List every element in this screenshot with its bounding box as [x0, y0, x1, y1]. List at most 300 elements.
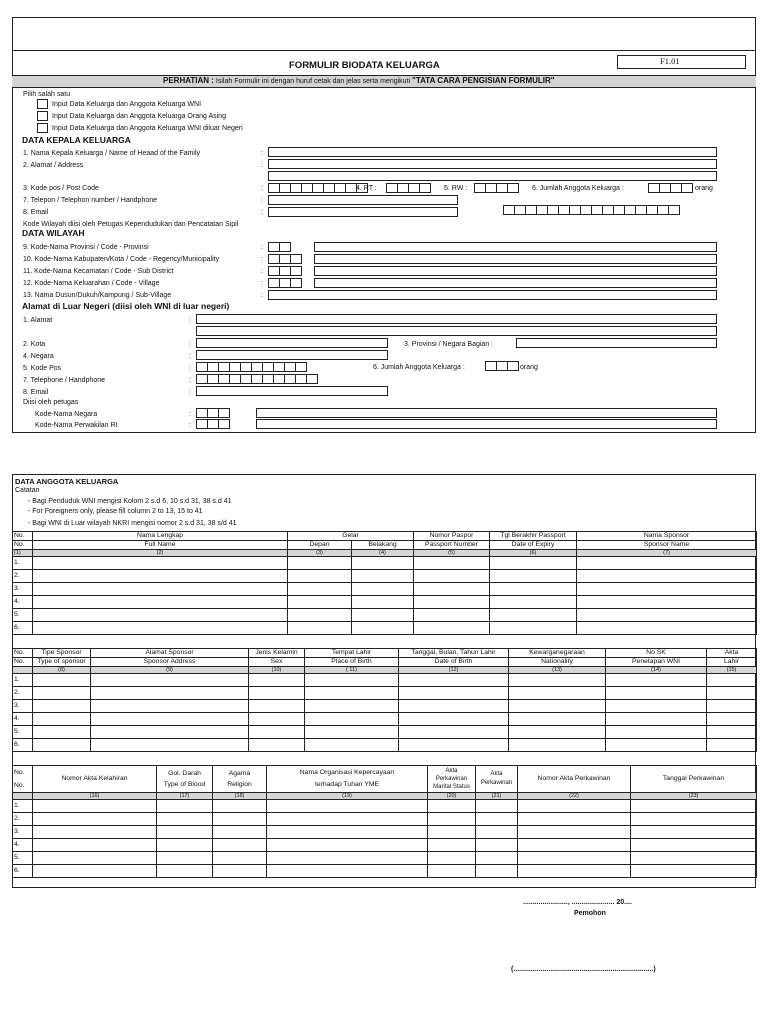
kepala-address-field-2[interactable]: [268, 171, 717, 181]
luar-city-label: 2. Kota: [23, 341, 46, 348]
luar-address-field-1[interactable]: [196, 314, 717, 324]
colon: :: [261, 150, 263, 157]
option-wni-checkbox[interactable]: [37, 99, 48, 109]
kepala-rt-cells[interactable]: [386, 183, 430, 193]
table-cell[interactable]: [157, 852, 213, 865]
t2-no-header-2: No.: [13, 658, 33, 667]
table-cell[interactable]: [606, 687, 707, 700]
table-cell[interactable]: [91, 674, 249, 687]
anggota-heading: DATA ANGGOTA KELUARGA: [15, 477, 119, 486]
table-cell[interactable]: [399, 687, 509, 700]
table-cell[interactable]: [288, 622, 352, 635]
table-cell[interactable]: [577, 622, 757, 635]
footer-date: ......................., ...................... 20....: [523, 899, 632, 906]
table-row: [13, 813, 757, 826]
t3-org-text-2: terhadap Tuhan YME: [314, 781, 380, 788]
form-code-box: [617, 55, 746, 69]
t3-religion-text-en: Religion: [227, 781, 252, 788]
luar-province-field[interactable]: [516, 338, 717, 348]
t3-marriage-cert-text-2: Perkawinan: [480, 780, 513, 786]
table-row: [13, 596, 757, 609]
table-cell[interactable]: [33, 557, 288, 570]
table-cell[interactable]: [490, 583, 577, 596]
table-cell[interactable]: [490, 609, 577, 622]
wilayah-kelurahan-code[interactable]: [268, 278, 301, 288]
kepala-email-field[interactable]: [268, 207, 458, 217]
table-cell[interactable]: [428, 826, 476, 839]
table-cell[interactable]: [91, 687, 249, 700]
t3-marriage-cert-header: [476, 766, 518, 793]
table-cell[interactable]: [490, 570, 577, 583]
table-cell[interactable]: [288, 583, 352, 596]
petugas-label: Diisi oleh petugas: [23, 399, 79, 406]
table-cell[interactable]: [33, 687, 91, 700]
table-cell[interactable]: [428, 852, 476, 865]
table-row: [13, 609, 757, 622]
option-luar-negeri-checkbox[interactable]: [37, 123, 48, 133]
table-cell[interactable]: [91, 700, 249, 713]
table-cell[interactable]: [606, 700, 707, 713]
table-row: [13, 852, 757, 865]
kepala-phone-field[interactable]: [268, 195, 458, 205]
table-cell[interactable]: [509, 713, 606, 726]
table-cell[interactable]: [305, 739, 399, 752]
table-cell[interactable]: [428, 813, 476, 826]
table-cell[interactable]: [399, 739, 509, 752]
t1-belakang-header: Belakang: [352, 541, 414, 550]
table-cell[interactable]: [352, 583, 414, 596]
kepala-name-label: 1. Nama Kepala Keluarga / Name of Heaad of the Family: [23, 150, 201, 157]
t1-passport-header-en: Passport Number: [414, 541, 490, 550]
row-number: 1.: [13, 800, 33, 813]
t1-no-header: No.: [13, 532, 33, 541]
table-cell[interactable]: [288, 557, 352, 570]
t3-no-text: No.: [14, 769, 25, 776]
table-cell[interactable]: [352, 622, 414, 635]
option-asing-checkbox[interactable]: [37, 111, 48, 121]
t3-marital-text: Akta: [445, 768, 458, 774]
table-cell[interactable]: [33, 713, 91, 726]
table-cell[interactable]: [490, 596, 577, 609]
colon: :: [261, 185, 263, 192]
table-row: [13, 583, 757, 596]
t2-sk-header-2: Penetapan WNI: [606, 658, 707, 667]
table-cell[interactable]: [577, 583, 757, 596]
table-cell[interactable]: [33, 570, 288, 583]
wilayah-provinsi-label: 9. Kode-Nama Provinsi / Code - Provinsi: [23, 244, 149, 251]
table-cell[interactable]: [606, 674, 707, 687]
table-cell[interactable]: [157, 826, 213, 839]
table-cell[interactable]: [352, 557, 414, 570]
table-cell[interactable]: [157, 839, 213, 852]
t2-type-header: Tipe Sponsor: [33, 649, 91, 658]
row-number: 6.: [13, 622, 33, 635]
row-number: 5.: [13, 852, 33, 865]
luar-embassy-name-field[interactable]: [256, 419, 717, 429]
t2-col-num: (10): [249, 667, 305, 674]
row-number: 4.: [13, 839, 33, 852]
table-cell[interactable]: [33, 583, 288, 596]
table-cell[interactable]: [509, 700, 606, 713]
t2-sex-header-en: Sex: [249, 658, 305, 667]
table-cell[interactable]: [157, 800, 213, 813]
notice-text: Isilah Formulir ini dengan huruf cetak dan jelas serta mengikuti: [215, 78, 411, 85]
table-cell[interactable]: [157, 813, 213, 826]
table-cell[interactable]: [577, 609, 757, 622]
t2-col-num: (12): [399, 667, 509, 674]
table-cell[interactable]: [707, 700, 757, 713]
table-cell[interactable]: [33, 622, 288, 635]
t2-sex-header: Jenis Kelamin: [249, 649, 305, 658]
kepala-members-cells[interactable]: [648, 183, 692, 193]
table-cell[interactable]: [249, 674, 305, 687]
choose-label: Pilih salah satu: [23, 91, 71, 98]
t1-name-header-en: Full Name: [33, 541, 288, 550]
table-cell[interactable]: [267, 865, 428, 878]
t1-sponsor-header-en: Sponsor Name: [577, 541, 757, 550]
table-cell[interactable]: [414, 583, 490, 596]
table-cell[interactable]: [509, 674, 606, 687]
table-cell[interactable]: [518, 839, 631, 852]
table-cell[interactable]: [399, 726, 509, 739]
top-divider: [12, 50, 756, 51]
table-row: [13, 800, 757, 813]
t2-akta-header: Akta: [707, 649, 757, 658]
table-cell[interactable]: [157, 865, 213, 878]
t3-col-num: (19): [267, 793, 428, 800]
table-cell[interactable]: [249, 687, 305, 700]
wilayah-dusun-field[interactable]: [268, 290, 717, 300]
row-number: 5.: [13, 726, 33, 739]
note-3: - Bagi WNI di Luar wilayah NKRI mengisi nomor 2 s.d 31, 38 s/d 41: [28, 520, 237, 527]
colon: :: [261, 292, 263, 299]
table-cell[interactable]: [249, 726, 305, 739]
table-cell[interactable]: [213, 800, 267, 813]
kepala-name-field[interactable]: [268, 147, 717, 157]
t3-no-text-2: No.: [14, 782, 25, 789]
kepala-members-unit: orang: [695, 185, 713, 192]
colon: :: [189, 377, 191, 384]
luar-email-field[interactable]: [196, 386, 388, 396]
colon: :: [261, 197, 263, 204]
table-cell[interactable]: [33, 826, 157, 839]
table-cell[interactable]: [33, 674, 91, 687]
t2-col-num: (13): [509, 667, 606, 674]
t1-depan-header: Depan: [288, 541, 352, 550]
table-cell[interactable]: [33, 609, 288, 622]
table-cell[interactable]: [305, 700, 399, 713]
table-cell[interactable]: [476, 826, 518, 839]
table-cell[interactable]: [267, 813, 428, 826]
colon: :: [261, 280, 263, 287]
t3-col-num: (20): [428, 793, 476, 800]
t2-address-header: Alamat Sponsor: [91, 649, 249, 658]
luar-province-label: 3. Provinsi / Negara Bagian :: [404, 341, 494, 348]
table-cell[interactable]: [33, 839, 157, 852]
table-cell[interactable]: [249, 739, 305, 752]
wilayah-provinsi-name[interactable]: [314, 242, 717, 252]
table-cell[interactable]: [476, 865, 518, 878]
luar-country-code-cells[interactable]: [196, 408, 229, 418]
kepala-email-label: 8. Email: [23, 209, 49, 216]
wilayah-kabupaten-code[interactable]: [268, 254, 301, 264]
table-cell[interactable]: [428, 865, 476, 878]
luar-phone-label: 7. Telephone / Handphone: [23, 377, 105, 384]
table-row: [13, 674, 757, 687]
luar-country-field[interactable]: [196, 350, 388, 360]
wilayah-kabupaten-label: 10. Kode-Nama Kabupaten/Kota / Code - Regency/Municipality: [23, 256, 220, 263]
table-cell[interactable]: [33, 852, 157, 865]
table-cell[interactable]: [707, 726, 757, 739]
table-cell[interactable]: [249, 713, 305, 726]
table-cell[interactable]: [707, 739, 757, 752]
t3-org-text: Nama Organisasi Kepercayaan: [299, 769, 395, 776]
t3-col-num: (17): [157, 793, 213, 800]
table-cell[interactable]: [631, 800, 757, 813]
t2-col-num: (9): [91, 667, 249, 674]
table-cell[interactable]: [490, 557, 577, 570]
table-cell[interactable]: [91, 739, 249, 752]
table-cell[interactable]: [707, 687, 757, 700]
table-cell[interactable]: [213, 865, 267, 878]
wilayah-kecamatan-name[interactable]: [314, 266, 717, 276]
table-cell[interactable]: [305, 674, 399, 687]
t2-col-num: [13, 667, 33, 674]
table-cell[interactable]: [509, 687, 606, 700]
table-cell[interactable]: [33, 800, 157, 813]
luar-embassy-code-cells[interactable]: [196, 419, 229, 429]
table-row: [13, 700, 757, 713]
wilayah-kecamatan-code[interactable]: [268, 266, 301, 276]
t2-col-num: ( 11): [305, 667, 399, 674]
table-cell[interactable]: [267, 839, 428, 852]
luar-members-label: 6. Jumlah Anggota Keluarga :: [373, 364, 465, 371]
luar-members-cells[interactable]: [485, 361, 518, 371]
luar-address-field-2[interactable]: [196, 326, 717, 336]
table-cell[interactable]: [213, 852, 267, 865]
table-cell[interactable]: [476, 839, 518, 852]
table-cell[interactable]: [414, 622, 490, 635]
table-cell[interactable]: [288, 596, 352, 609]
kepala-rw-cells[interactable]: [474, 183, 518, 193]
table-cell[interactable]: [631, 852, 757, 865]
table-cell[interactable]: [428, 800, 476, 813]
t3-col-num: [13, 793, 33, 800]
table-cell[interactable]: [518, 800, 631, 813]
table-cell[interactable]: [476, 852, 518, 865]
t1-expiry-header-en: Date of Expiry: [490, 541, 577, 550]
wilayah-dusun-label: 13. Nama Dusun/Dukuh/Kampung / Sub-Village: [23, 292, 172, 299]
table-cell[interactable]: [490, 622, 577, 635]
anggota-table-3: [12, 765, 757, 878]
table-cell[interactable]: [414, 570, 490, 583]
row-number: 5.: [13, 609, 33, 622]
luar-email-label: 8. Email: [23, 389, 49, 396]
wilayah-kelurahan-label: 12. Kode-Nama Keluarahan / Code - Village: [23, 280, 160, 287]
colon: :: [261, 256, 263, 263]
table-cell[interactable]: [267, 852, 428, 865]
table-cell[interactable]: [518, 826, 631, 839]
footer-pemohon: Pemohon: [574, 910, 606, 917]
table-cell[interactable]: [631, 813, 757, 826]
table-row: [13, 622, 757, 635]
table-cell[interactable]: [399, 674, 509, 687]
table-cell[interactable]: [267, 826, 428, 839]
luar-heading: Alamat di Luar Negeri (diisi oleh WNI di luar negeri): [22, 301, 230, 311]
t3-blood-header: [157, 766, 213, 793]
option-wni-label: Input Data Keluarga dan Anggota Keluarga WNI: [52, 101, 202, 108]
table-cell[interactable]: [577, 557, 757, 570]
colon: :: [189, 389, 191, 396]
t3-marriage-cert-text: Akta: [490, 771, 503, 777]
table-cell[interactable]: [414, 596, 490, 609]
table-cell[interactable]: [414, 609, 490, 622]
luar-phone-cells[interactable]: [196, 374, 317, 384]
table-cell[interactable]: [91, 713, 249, 726]
table-cell[interactable]: [606, 713, 707, 726]
row-number: 3.: [13, 700, 33, 713]
table-cell[interactable]: [428, 839, 476, 852]
table-cell[interactable]: [305, 713, 399, 726]
table-cell[interactable]: [707, 674, 757, 687]
table-row: [13, 726, 757, 739]
table-cell[interactable]: [288, 609, 352, 622]
option-luar-negeri-label: Input Data Keluarga dan Anggota Keluarga WNI diluar Negeri: [52, 125, 243, 132]
t1-col-num: (1): [13, 550, 33, 557]
table-cell[interactable]: [305, 687, 399, 700]
table-cell[interactable]: [509, 739, 606, 752]
t3-birthcert-header: Nomor Akta Kelahiran: [33, 766, 157, 793]
wilayah-kecamatan-label: 11. Kode-Nama Kecamatan / Code - Sub District: [23, 268, 174, 275]
luar-postcode-cells[interactable]: [196, 362, 306, 372]
row-number: 1.: [13, 674, 33, 687]
luar-members-unit: orang: [520, 364, 538, 371]
table-cell[interactable]: [577, 570, 757, 583]
t3-org-header: [267, 766, 428, 793]
table-cell[interactable]: [518, 813, 631, 826]
table-cell[interactable]: [631, 826, 757, 839]
t1-col-num: (3): [288, 550, 352, 557]
colon: :: [189, 353, 191, 360]
table-cell[interactable]: [33, 813, 157, 826]
table-cell[interactable]: [631, 839, 757, 852]
table-cell[interactable]: [606, 726, 707, 739]
table-cell[interactable]: [399, 700, 509, 713]
t1-sponsor-header: Nama Sponsor: [577, 532, 757, 541]
t3-col-num: (22): [518, 793, 631, 800]
kepala-phone-label: 7. Telepon / Telephon number / Handphone: [23, 197, 158, 204]
row-number: 2.: [13, 687, 33, 700]
table-cell[interactable]: [352, 596, 414, 609]
t1-rows: [13, 557, 757, 635]
t3-blood-text: Gol. Darah: [168, 770, 201, 777]
colon: :: [261, 268, 263, 275]
table-cell[interactable]: [305, 726, 399, 739]
note-2: - For Foreigners only, please fill column 2 to 13, 15 to 41: [28, 508, 203, 515]
table-cell[interactable]: [631, 865, 757, 878]
form-title: FORMULIR BIODATA KELUARGA: [289, 60, 440, 71]
colon: :: [189, 317, 191, 324]
table-cell[interactable]: [352, 570, 414, 583]
table-cell[interactable]: [213, 826, 267, 839]
row-number: 6.: [13, 739, 33, 752]
table-row: [13, 839, 757, 852]
kepala-address-field-1[interactable]: [268, 159, 717, 169]
colon: :: [189, 365, 191, 372]
kepala-extra-cells[interactable]: [503, 205, 679, 215]
table-cell[interactable]: [33, 700, 91, 713]
t1-gelar-header: Gelar: [288, 532, 414, 541]
table-cell[interactable]: [518, 865, 631, 878]
wilayah-kelurahan-name[interactable]: [314, 278, 717, 288]
table-cell[interactable]: [606, 739, 707, 752]
notice-emphasis: "TATA CARA PENGISIAN FORMULIR": [412, 76, 555, 85]
table-cell[interactable]: [509, 726, 606, 739]
table-cell[interactable]: [476, 813, 518, 826]
table-cell[interactable]: [707, 713, 757, 726]
t2-dob-header-en: Date of Birth: [399, 658, 509, 667]
table-cell[interactable]: [288, 570, 352, 583]
t3-blood-text-en: Type of Blood: [163, 781, 206, 788]
kepala-heading: DATA KEPALA KELUARGA: [22, 135, 131, 145]
t2-nationality-header: Kewarganegaraan: [509, 649, 606, 658]
anggota-table-1: [12, 531, 757, 635]
note-1: - Bagi Penduduk WNI mengisi Kolom 2 s.d 6, 10 s.d 31, 38 s.d 41: [28, 498, 232, 505]
t2-rows: [13, 674, 757, 752]
t2-col-num: (14): [606, 667, 707, 674]
table-cell[interactable]: [33, 726, 91, 739]
wilayah-kabupaten-name[interactable]: [314, 254, 717, 264]
table-cell[interactable]: [518, 852, 631, 865]
table-cell[interactable]: [33, 596, 288, 609]
table-cell[interactable]: [267, 800, 428, 813]
luar-country-name-field[interactable]: [256, 408, 717, 418]
table-row: [13, 570, 757, 583]
t2-pob-header-en: Place of Birth: [305, 658, 399, 667]
kepala-postcode-cells[interactable]: [268, 183, 367, 193]
table-cell[interactable]: [213, 813, 267, 826]
table-cell[interactable]: [399, 713, 509, 726]
t1-no-header-2: No.: [13, 541, 33, 550]
notice-label: PERHATIAN :: [163, 76, 214, 85]
luar-city-field[interactable]: [196, 338, 388, 348]
t2-sk-header: No SK: [606, 649, 707, 658]
t3-marital-text-en: Marital Status: [433, 784, 470, 790]
t3-marriage-date-header: Tanggal Perkawinan: [631, 766, 757, 793]
wilayah-provinsi-code[interactable]: [268, 242, 290, 252]
row-number: 3.: [13, 583, 33, 596]
table-row: [13, 865, 757, 878]
table-cell[interactable]: [577, 596, 757, 609]
t2-nationality-header-en: Nationality: [509, 658, 606, 667]
t2-col-num: (15): [707, 667, 757, 674]
t3-marital-header: [428, 766, 476, 793]
table-cell[interactable]: [414, 557, 490, 570]
t1-col-num: (4): [352, 550, 414, 557]
colon: :: [261, 244, 263, 251]
table-cell[interactable]: [213, 839, 267, 852]
table-cell[interactable]: [33, 739, 91, 752]
table-cell[interactable]: [33, 865, 157, 878]
t2-no-header: No.: [13, 649, 33, 658]
table-cell[interactable]: [352, 609, 414, 622]
table-row: [13, 826, 757, 839]
table-cell[interactable]: [91, 726, 249, 739]
table-cell[interactable]: [249, 700, 305, 713]
t1-col-num: (5): [414, 550, 490, 557]
t2-pob-header: Tempat Lahir: [305, 649, 399, 658]
table-cell[interactable]: [476, 800, 518, 813]
